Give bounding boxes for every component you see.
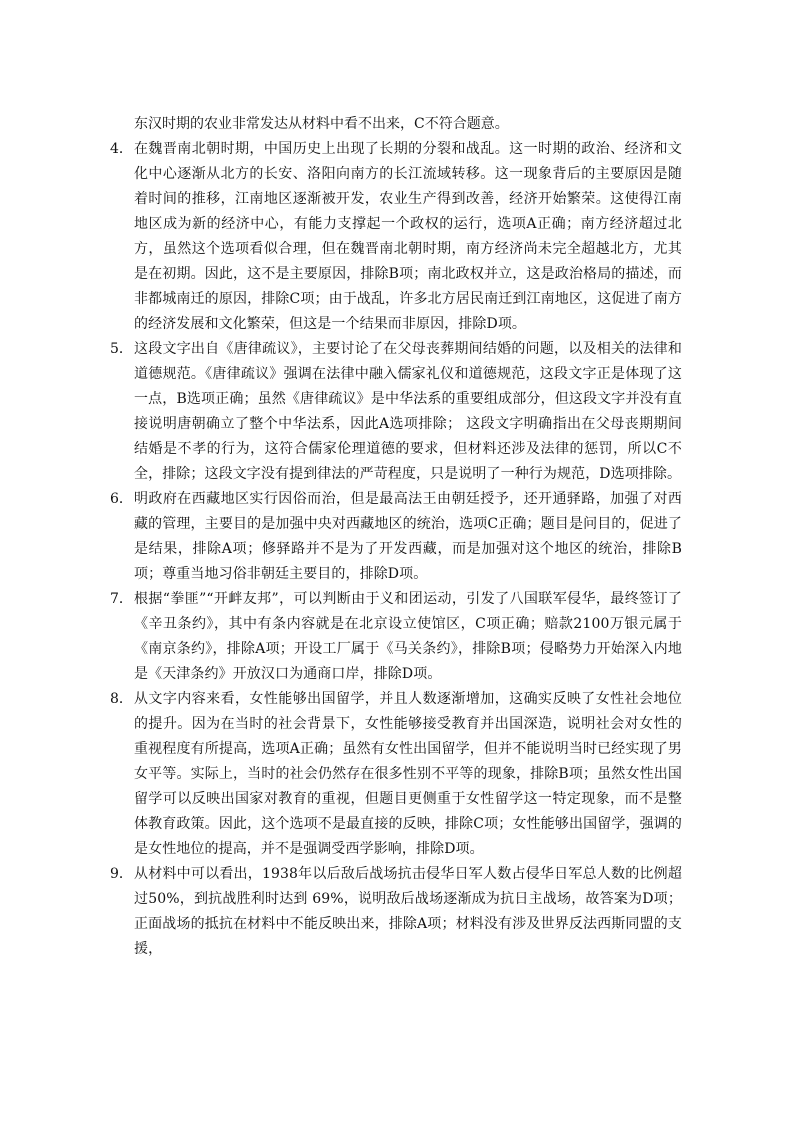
answer-item-7 (110, 587, 682, 687)
item-number: 9． (110, 866, 133, 882)
answer-item-4 (110, 137, 682, 337)
answer-item-8 (110, 687, 682, 862)
answer-item-6 (110, 487, 682, 587)
item-text: 根据“拳匪”“开衅友邦”，可以判断由于义和团运动，引发了八国联军侵华，最终签订了《辛丑条约》，其中有条内容就是在北京设立使馆区，C项正确；赔款2100万银元属于《南京条约》，排除A项；开设工厂属于《马关条约》，排除B项；侵略势力开始深入内地是《天津条约》开放汉口为通商口岸，排除D项。 (134, 591, 682, 682)
answer-item-9 (110, 862, 682, 962)
item-number: 7． (110, 591, 133, 607)
item-text: 在魏晋南北朝时期，中国历史上出现了长期的分裂和战乱。这一时期的政治、经济和文化中心逐渐从北方的长安、洛阳向南方的长江流域转移。这一现象背后的主要原因是随着时间的推移，江南地区逐渐被开发，农业生产得到改善，经济开始繁荣。这使得江南地区成为新的经济中心，有能力支撑起一个政权的运行，选项A正确；南方经济超过北方，虽然这个选项看似合理，但在魏晋南北朝时期，南方经济尚未完全超越北方，尤其是在初期。因此，这不是主要原因，排除B项；南北政权并立，这是政治格局的描述，而非都城南迁的原因，排除C项；由于战乱，许多北方居民南迁到江南地区，这促进了南方的经济发展和文化繁荣，但这是一个结果而非原因，排除D项。 (134, 141, 682, 332)
item-number: 6． (110, 491, 133, 507)
item-number: 5． (110, 341, 133, 357)
item-number: 4． (110, 141, 133, 157)
continuation-paragraph: 东汉时期的农业非常发达从材料中看不出来，C不符合题意。 (134, 116, 509, 132)
item-text: 这段文字出自《唐律疏议》，主要讨论了在父母丧葬期间结婚的问题，以及相关的法律和道德规范。《唐律疏议》强调在法律中融入儒家礼仪和道德规范，这段文字正是体现了这一点，B选项正确；虽然《唐律疏议》是中华法系的重要组成部分，但这段文字并没有直接说明唐朝确立了整个中华法系，因此A选项排除； 这段文字明确指出在父母丧期期间结婚是不孝的行为，这符合儒家伦理道德的要求，但材料还涉及法律的惩罚，所以C不全，排除；这段文字没有提到律法的严苛程度，只是说明了一种行为规范，D选项排除。 (134, 341, 682, 482)
answer-item-5 (110, 337, 682, 487)
item-text: 从材料中可以看出，1938年以后敌后战场抗击侵华日军人数占侵华日军总人数的比例超过50%，到抗战胜利时达到 69%，说明敌后战场逐渐成为抗日主战场，故答案为D项；正面战场的抵抗在材料中不能反映出来，排除A项；材料没有涉及世界反法西斯同盟的支援， (134, 866, 682, 957)
answer-explanations (110, 112, 682, 962)
item-text: 明政府在西藏地区实行因俗而治，但是最高法王由朝廷授予，还开通驿路，加强了对西藏的管理，主要目的是加强中央对西藏地区的统治，选项C正确；题目是问目的，促进了是结果，排除A项；修驿路并不是为了开发西藏，而是加强对这个地区的统治，排除B项；尊重当地习俗非朝廷主要目的，排除D项。 (134, 491, 682, 582)
item-text: 从文字内容来看，女性能够出国留学，并且人数逐渐增加，这确实反映了女性社会地位的提升。因为在当时的社会背景下，女性能够接受教育并出国深造，说明社会对女性的重视程度有所提高，选项A正确；虽然有女性出国留学，但并不能说明当时已经实现了男女平等。实际上，当时的社会仍然存在很多性别不平等的现象，排除B项；虽然女性出国留学可以反映出国家对教育的重视，但题目更侧重于女性留学这一特定现象，而不是整体教育政策。因此，这个选项不是最直接的反映，排除C项；女性能够出国留学，强调的是女性地位的提高，并不是强调受西学影响，排除D项。 (134, 691, 682, 857)
item-number: 8． (110, 691, 133, 707)
